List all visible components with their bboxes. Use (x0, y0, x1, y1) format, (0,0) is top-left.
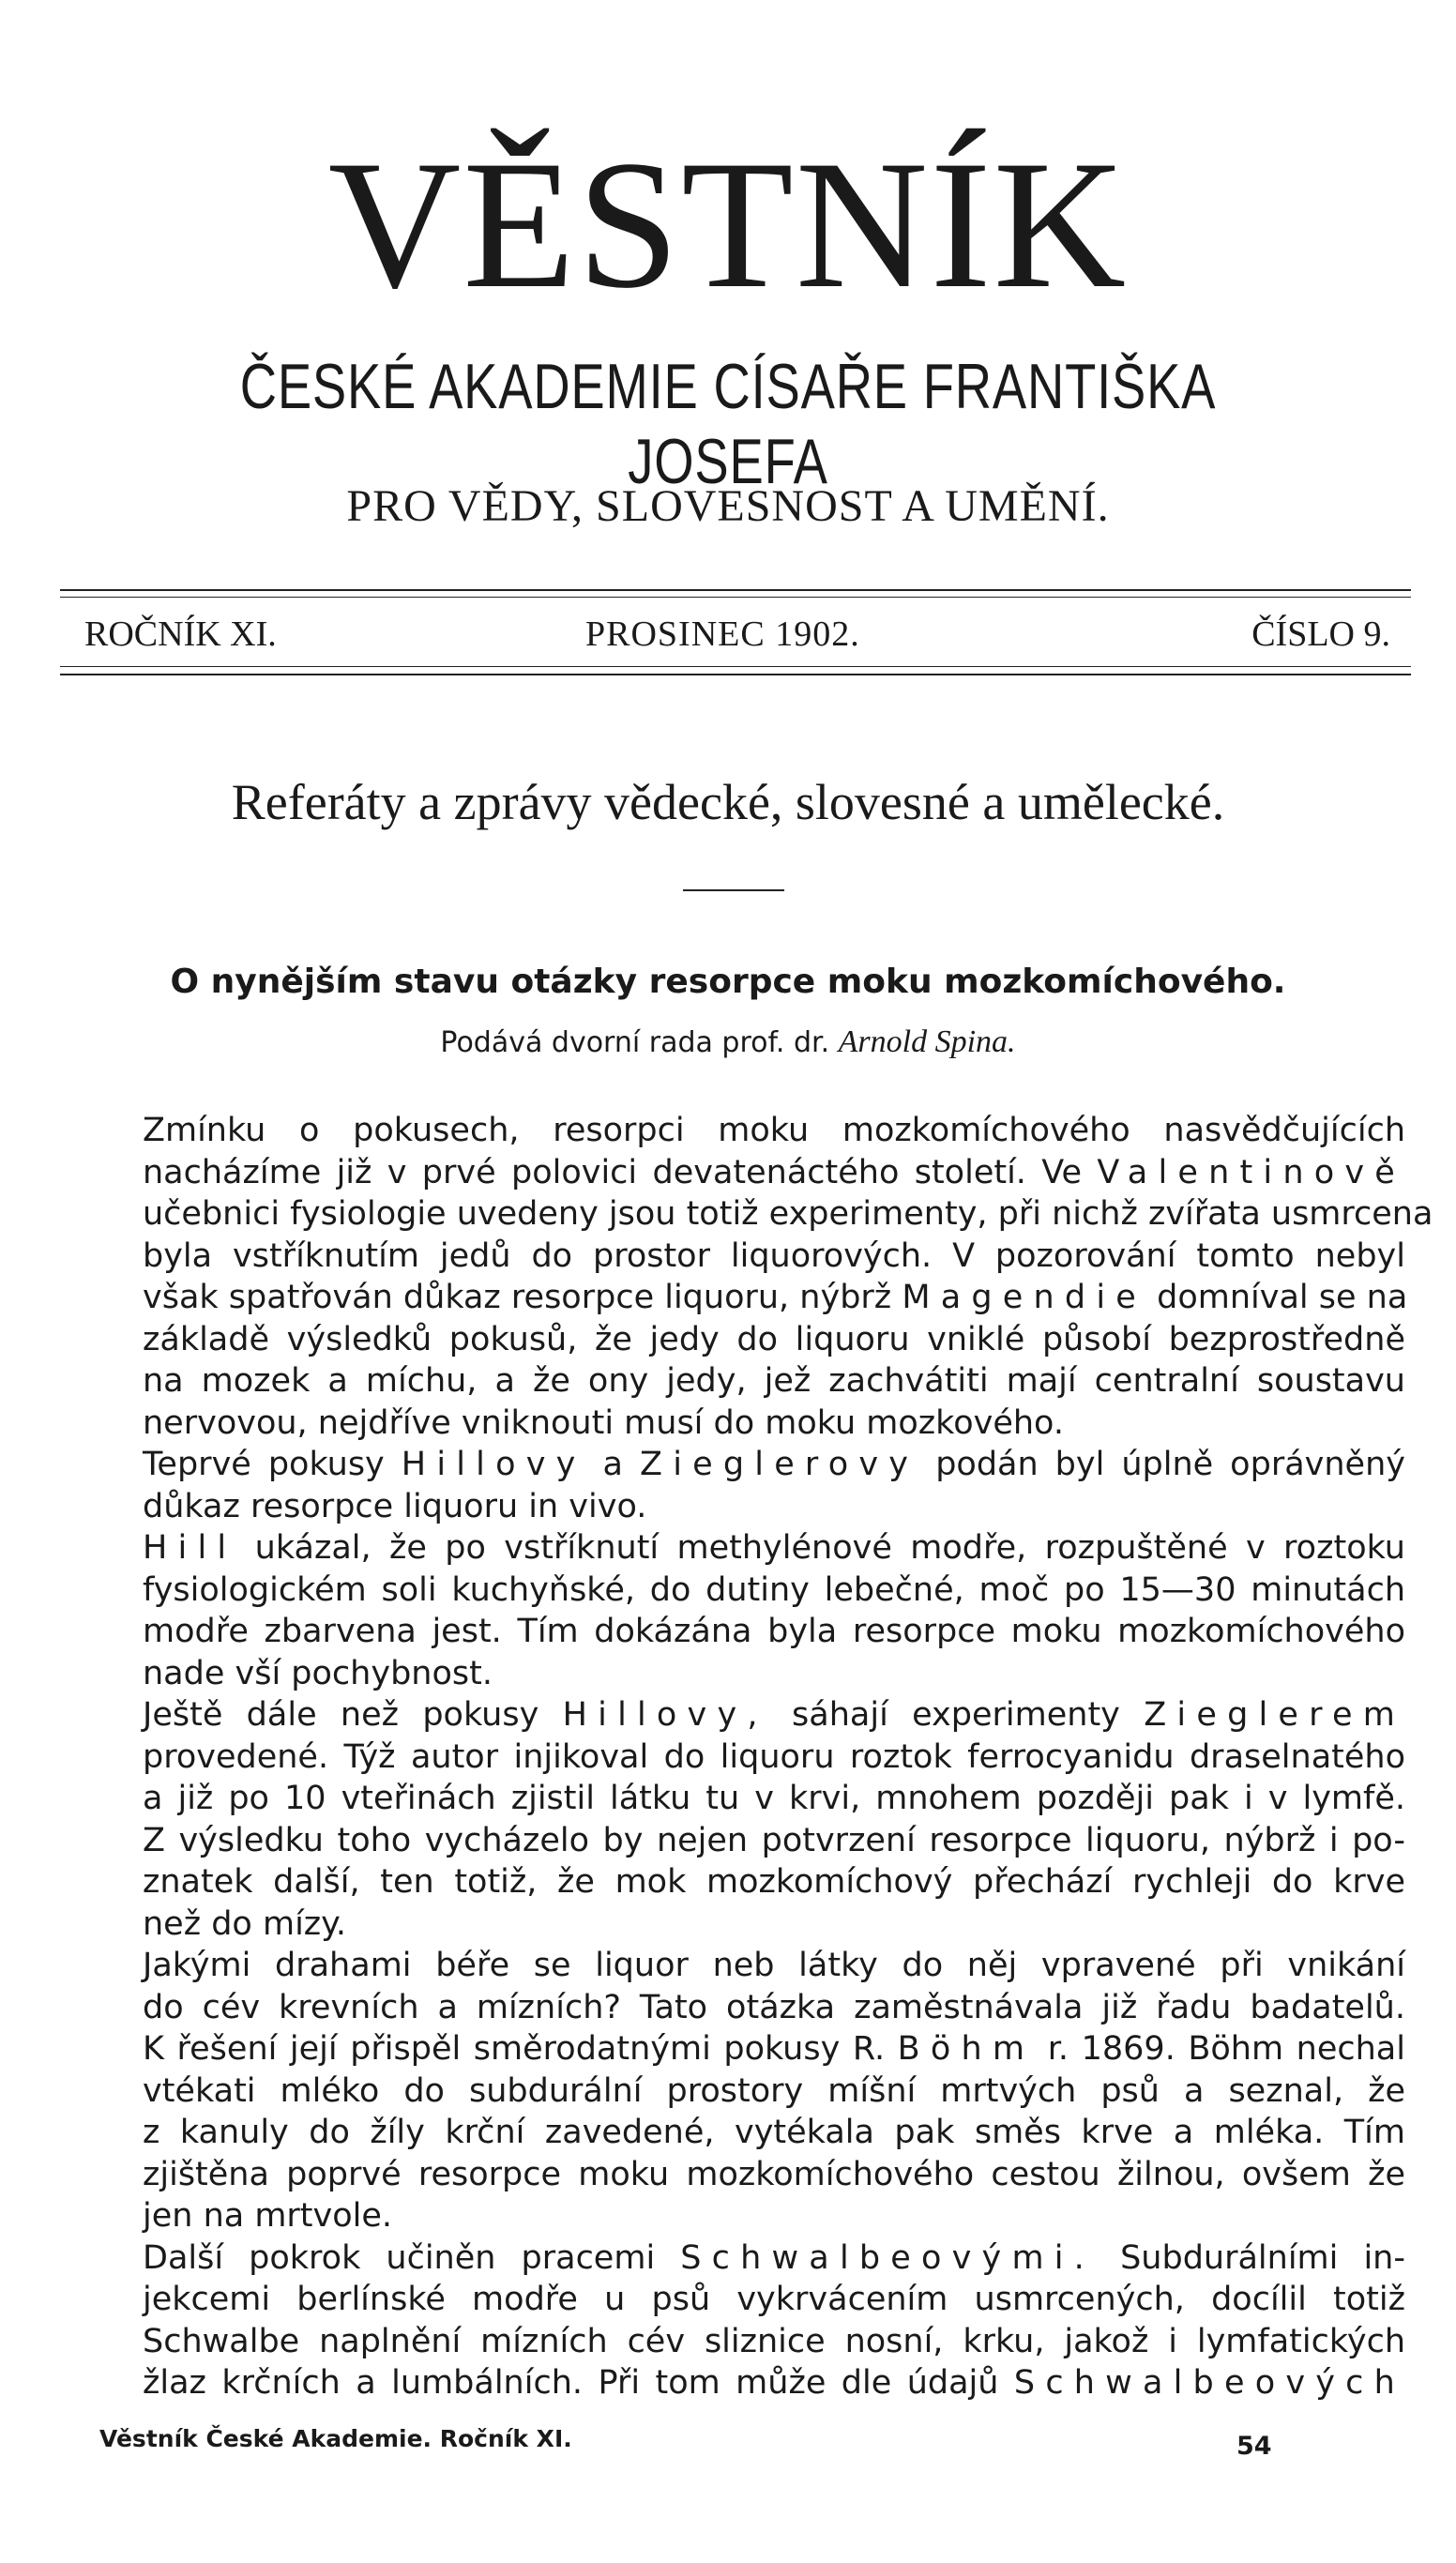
section-heading: Referáty a zprávy vědecké, slovesné a umělecké. (231, 774, 1225, 830)
spaced-name: Zieglerovy (640, 1446, 919, 1483)
paragraph (53, 1694, 1405, 1945)
page-number: 54 (1236, 2432, 1272, 2461)
text-line: provedené. Týž autor injikoval do liquoru roztok ferrocyanidu draselnatého (143, 1737, 1405, 1776)
section-divider (683, 889, 784, 891)
journal-title: VĚSTNÍK (327, 123, 1129, 326)
spaced-name: Schwalbeových (1013, 2364, 1405, 2402)
spaced-name: Magendie (902, 1279, 1146, 1316)
journal-subtitle-secondary: PRO VĚDY, SLOVESNOST A UMĚNÍ. (346, 481, 1110, 531)
text-line: Ještě dále než pokusy Hillovy, sáhají experimenty Zieglerem (143, 1696, 1405, 1734)
article-title: O nynějším stavu otázky resorpce moku mozkomíchového. (170, 963, 1286, 1001)
text-line: než do mízy. (143, 1904, 347, 1943)
paragraph (53, 1110, 1433, 1444)
byline-prefix: Podává dvorní rada prof. dr. (440, 1026, 830, 1059)
paragraph (53, 1945, 1405, 2237)
text-line: žlaz krčních a lumbálních. Při tom může dle údajů Schwalbeových (143, 2364, 1405, 2402)
issue-volume: ROČNÍK XI. (84, 614, 277, 654)
text-line: modře zbarvena jest. Tím dokázána byla resorpce moku mozkomíchového (143, 1613, 1405, 1650)
text-line: Zmínku o pokusech, resorpci moku mozkomíchového nasvědčujících (143, 1112, 1405, 1149)
text-line: zjištěna poprvé resorpce moku mozkomíchového cestou žilnou, ovšem že (143, 2155, 1405, 2193)
text-line: učebnici fysiologie uvedeny jsou totiž experimenty, při nichž zvířata usmrcena (143, 1195, 1433, 1233)
text-line: Teprvé pokusy Hillovy a Zieglerovy podán byl úplně oprávněný (143, 1446, 1405, 1483)
text-line: byla vstříknutím jedů do prostor liquorových. V pozorování tomto nebyl (143, 1236, 1405, 1275)
journal-subtitle: ČESKÉ AKADEMIE CÍSAŘE FRANTIŠKA JOSEFA (239, 351, 1217, 497)
text-line: fysiologickém soli kuchyňské, do dutiny lebečné, moč po 15—30 minutách (143, 1570, 1405, 1609)
byline-author: Arnold Spina. (838, 1024, 1016, 1059)
text-line: znatek další, ten totiž, že mok mozkomíchový přechází rychleji do krve (143, 1863, 1405, 1901)
text-line: Schwalbe naplnění mízních cév sliznice nosní, krku, jakož i lymfatických (143, 2322, 1405, 2360)
spaced-name: Schwalbeovými. (680, 2238, 1096, 2277)
top-rule (60, 589, 1411, 591)
issue-info-bar (60, 608, 1411, 660)
paragraph (53, 2237, 1405, 2404)
paragraph (53, 1527, 1405, 1694)
text-line: a již po 10 vteřinách zjistil látku tu v krvi, mnohem později pak i v lymfě. (143, 1780, 1405, 1817)
spaced-name: Valentinově (1097, 1153, 1405, 1191)
text-line: do cév krevních a mízních? Tato otázka zaměstnávala již řadu badatelů. (143, 1988, 1405, 2026)
text-line: z kanuly do žíly krční zavedené, vytékala pak směs krve a mléka. Tím (143, 2114, 1405, 2151)
text-line: jen na mrtvole. (143, 2197, 393, 2235)
top-rule-thin (60, 597, 1411, 598)
text-line: důkaz resorpce liquoru in vivo. (143, 1487, 647, 1525)
text-line: Hill ukázal, že po vstříknutí methylénové modře, rozpuštěné v roztoku (143, 1529, 1405, 1567)
spaced-name: Zieglerem (1144, 1696, 1405, 1734)
paragraph (53, 1444, 1405, 1527)
text-line: na mozek a míchu, a že ony jedy, jež zachvátiti mají centralní soustavu (143, 1362, 1405, 1400)
article-byline (0, 1021, 1456, 1065)
text-line: nacházíme již v prvé polovici devatenáctého století. Ve Valentinově (143, 1153, 1405, 1191)
bottom-rule-thin (60, 666, 1411, 667)
bottom-rule (60, 674, 1411, 675)
text-line: však spatřován důkaz resorpce liquoru, nýbrž Magendie domníval se na (143, 1279, 1408, 1316)
spaced-name: Hillovy, (562, 1696, 768, 1734)
spaced-name: Hill (143, 1529, 237, 1567)
issue-number: ČÍSLO 9. (1251, 614, 1390, 654)
issue-date: PROSINEC 1902. (585, 614, 860, 654)
text-line: základě výsledků pokusů, že jedy do liquoru vniklé působí bezprostředně (143, 1320, 1405, 1358)
text-line: vtékati mléko do subdurální prostory míšní mrtvých psů a seznal, že (143, 2071, 1405, 2110)
text-line: Jakými drahami béře se liquor neb látky do něj vpravené při vnikání (143, 1947, 1405, 1984)
text-line: K řešení její přispěl směrodatnými pokusy R. Böhm r. 1869. Böhm nechal (143, 2030, 1405, 2068)
article-body (53, 1110, 1433, 2404)
running-footer: Věstník České Akademie. Ročník XI. (99, 2425, 572, 2452)
text-line: nade vší pochybnost. (143, 1654, 493, 1692)
text-line: jekcemi berlínské modře u psů vykrvácením usmrcených, docílil totiž (143, 2281, 1405, 2318)
text-line: Další pokrok učiněn pracemi Schwalbeovými. Subdurálními in- (143, 2238, 1405, 2277)
spaced-name: Hillovy (401, 1446, 586, 1483)
text-line: Z výsledku toho vycházelo by nejen potvrzení resorpce liquoru, nýbrž i po- (143, 1821, 1405, 1859)
text-line: nervovou, nejdříve vniknouti musí do moku mozkového. (143, 1403, 1064, 1442)
spaced-name: Böhm (897, 2030, 1036, 2068)
